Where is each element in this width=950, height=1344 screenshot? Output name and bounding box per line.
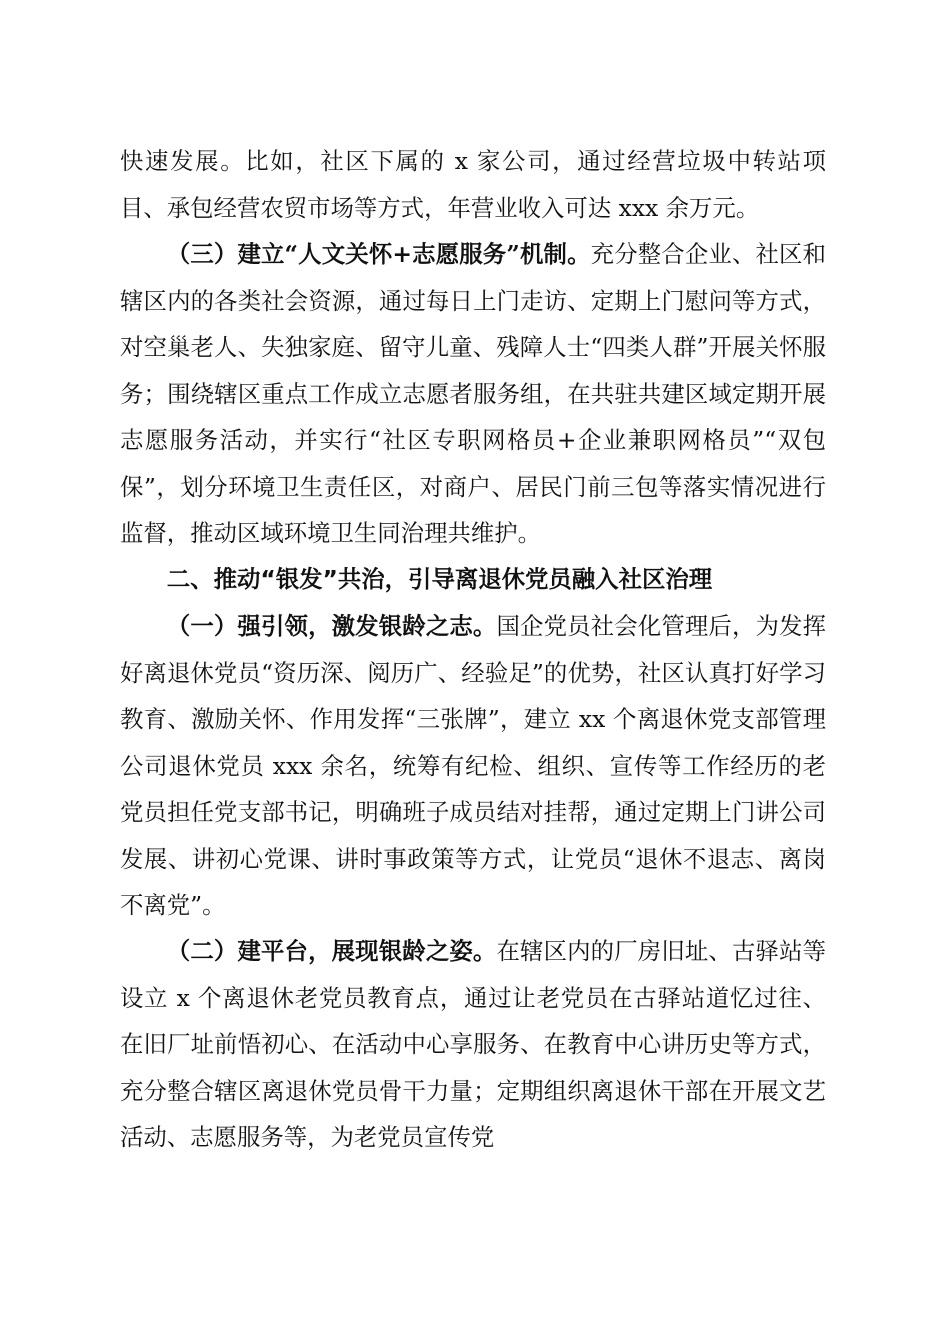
paragraph-build-platform — [120, 928, 826, 1161]
paragraph-humanistic-care — [120, 231, 826, 557]
paragraph-lead: （三）建立“人文关怀+志愿服务”机制。 — [166, 240, 591, 268]
section-heading: 二、推动“银发”共治，引导离退休党员融入社区治理 — [166, 565, 713, 593]
paragraph-lead: （二）建平台，展现银龄之姿。 — [166, 937, 497, 965]
paragraph-text: 快速发展。比如，社区下属的 x 家公司，通过经营垃圾中转站项目、承包经营农贸市场等方式，年营业收入可达 xxx 余万元。 — [120, 147, 826, 222]
paragraph-strong-leadership — [120, 603, 826, 929]
paragraph-continuation — [120, 138, 826, 231]
paragraph-text: 在辖区内的厂房旧址、古驿站等设立 x 个离退休老党员教育点，通过让老党员在古驿站道忆过往、在旧厂址前悟初心、在活动中心享服务、在教育中心讲历史等方式，充分整合辖区离退休党员骨干力量；定期组织离退休干部在开展文艺活动、志愿服务等，为老党员宣传党 — [120, 937, 827, 1151]
paragraph-text: 充分整合企业、社区和辖区内的各类社会资源，通过每日上门走访、定期上门慰问等方式，对空巢老人、失独家庭、留守儿童、残障人士“四类人群”开展关怀服务；围绕辖区重点工作成立志愿者服务组，在共驻共建区域定期开展志愿服务活动，并实行“社区专职网格员+企业兼职网格员”“双包保”，划分环境卫生责任区，对商户、居民门前三包等落实情况进行监督，推动区域环境卫生同治理共维护。 — [120, 240, 827, 547]
paragraph-text: 国企党员社会化管理后，为发挥好离退休党员“资历深、阅历广、经验足”的优势，社区认真打好学习教育、激励关怀、作用发挥“三张牌”，建立 xx 个离退休党支部管理公司退休党员 xxx 余名，统筹有纪检、组织、宣传等工作经历的老党员担任党支部书记，明确班子成员结对挂帮，通过定期上门讲公司发展、讲初心党课、讲时事政策等方式，让党员“退休不退志、离岗不离党”。 — [120, 612, 827, 919]
paragraph-lead: （一）强引领，激发银龄之志。 — [166, 612, 497, 640]
